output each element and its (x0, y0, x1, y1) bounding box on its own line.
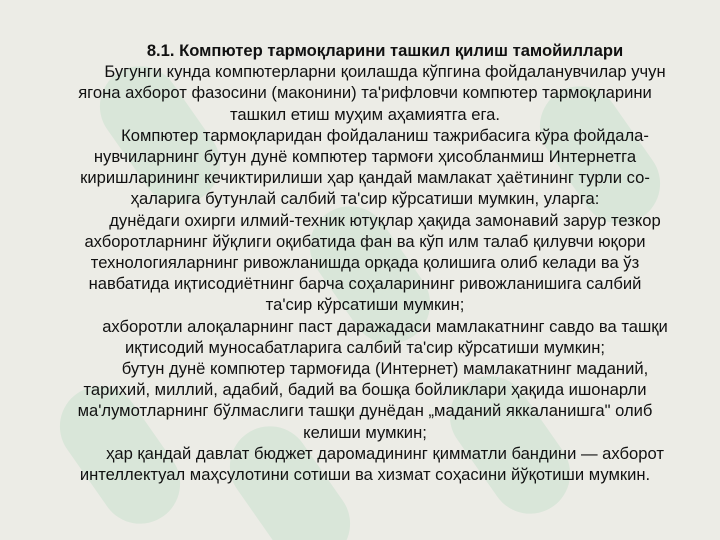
text-line: тарихий, миллий, адабий, бадий ва бошқа бойликлари ҳақида ишонарли (83, 380, 647, 400)
text-line: келиши мумкин; (303, 422, 427, 442)
text-line: ҳар қандай давлат бюджет даромадининг қимматли бандини — ахборот (106, 443, 664, 463)
text-line: ма'лумотларнинг бўлмаслиги ташқи дунёдан „маданий яккаланишга" олиб (77, 401, 653, 421)
text-line: дунёдаги охирги илмий-техник ютуқлар ҳақида замонавий зарур тезкор (109, 210, 661, 230)
text-line: нувчиларнинг бутун дунё компютер тармоғи ҳисобланмиш Интернетга (93, 147, 637, 167)
text-line: та'сир кўрсатиши мумкин; (265, 295, 465, 315)
text-line: ахборотларнинг йўқлиги оқибатида фан ва кўп илм талаб қилувчи юқори (84, 231, 646, 251)
text-line: навбатида иқтисодиётнинг барча соҳаларининг ривожланишига салбий (88, 274, 642, 294)
text-line: ташкил етиш муҳим аҳамиятга ега. (229, 104, 501, 124)
text-line: Компютер тармоқларидан фойдаланиш тажрибасига кўра фойдала- (121, 125, 649, 145)
text-line: иқтисодий муносабатларига салбий та'сир кўрсатиши мумкин; (124, 337, 606, 357)
text-line: Бугунги кунда компютерларни қоилашда кўпгина фойдаланувчилар учун (104, 62, 666, 82)
text-line: бутун дунё компютер тармоғида (Интернет) мамлакатнинг маданий, (121, 359, 649, 379)
text-line: ягона ахборот фазосини (маконини) та'рифловчи компютер тармоқларини (78, 83, 652, 103)
text-line: ахборотли алоқаларнинг паст даражадаси мамлакатнинг савдо ва ташқи (102, 316, 668, 336)
document-body (40, 40, 690, 485)
text-line: киришларининг кечиктирилиши ҳар қандай мамлакат ҳаётининг турли со- (80, 168, 650, 188)
text-line: технологияларнинг ривожланишда орқада қолишига олиб келади ва ўз (90, 253, 640, 273)
text-line: ҳаларига бутунлай салбий та'сир кўрсатиши мумкин, уларга: (130, 189, 600, 209)
section-title: 8.1. Компютер тармоқларини ташкил қилиш тамойиллари (146, 41, 624, 60)
text-line: интеллектуал маҳсулотини сотиши ва хизмат соҳасини йўқотиши мумкин. (79, 465, 651, 485)
